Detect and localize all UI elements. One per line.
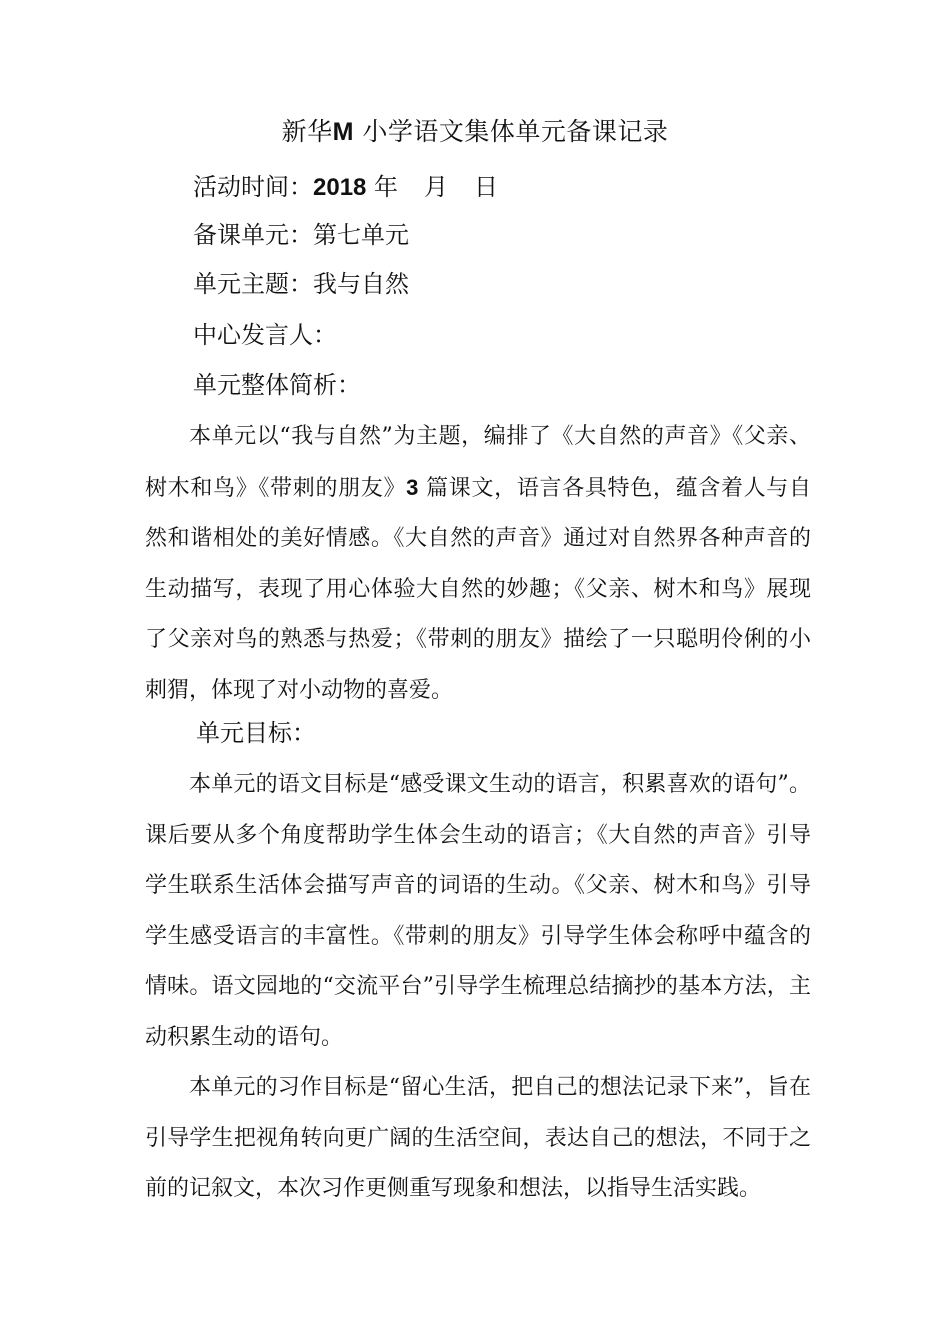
analysis-heading: 单元整体简析：	[193, 371, 361, 399]
title-prefix: 新华	[281, 117, 333, 146]
month-unit: 月	[424, 173, 449, 201]
goals-paragraph-2: 本单元的习作目标是“留心生活，把自己的想法记录下来”，旨在引导学生把视角转向更广阔的生活空间，表达自己的想法，不同于之前的记叙文，本次习作更侧重写现象和想法，以指导生活实践。	[145, 1075, 811, 1201]
activity-time-label: 活动时间：	[193, 173, 313, 201]
theme-value: 我与自然	[313, 270, 409, 298]
analysis-text-post: 篇课文，语言各具特色，蕴含着人与自然和谐相处的美好情感。《大自然的声音》通过对自然界各种声音的生动描写，表现了用心体验大自然的妙趣；《父亲、树木和鸟》展现了父亲对鸟的熟悉与热爱；《带刺的朋友》描绘了一只聪明伶俐的小刺猬，体现了对小动物的喜爱。	[145, 475, 811, 703]
theme-line	[193, 267, 409, 301]
unit-line	[193, 218, 409, 252]
unit-value: 第七单元	[313, 221, 409, 249]
analysis-paragraph	[145, 412, 811, 716]
speaker-line	[193, 318, 337, 352]
title-letter: M	[332, 118, 354, 146]
year-unit: 年	[374, 173, 399, 201]
goals-heading: 单元目标：	[196, 719, 316, 747]
activity-year: 2018	[313, 174, 367, 201]
day-unit: 日	[474, 173, 499, 201]
analysis-text-pre: 本单元以“我与自然”为主题，编排了《大自然的声音》《父亲、树木和鸟》《带刺的朋友》	[145, 424, 811, 501]
goals-paragraph-1: 本单元的语文目标是“感受课文生动的语言，积累喜欢的语句”。课后要从多个角度帮助学生体会生动的语言；《大自然的声音》引导学生联系生活体会描写声音的词语的生动。《父亲、树木和鸟》引导学生感受语言的丰富性。《带刺的朋友》引导学生体会称呼中蕴含的情味。语文园地的“交流平台”引导学生梳理总结摘抄的基本方法，主动积累生动的语句。	[145, 772, 811, 1050]
document-title	[0, 114, 950, 150]
theme-label: 单元主题：	[193, 270, 313, 298]
speaker-label: 中心发言人：	[193, 321, 337, 349]
activity-time-line	[193, 170, 498, 205]
unit-label: 备课单元：	[193, 221, 313, 249]
analysis-number: 3	[406, 474, 419, 500]
title-suffix: 小学语文集体单元备课记录	[362, 117, 669, 146]
